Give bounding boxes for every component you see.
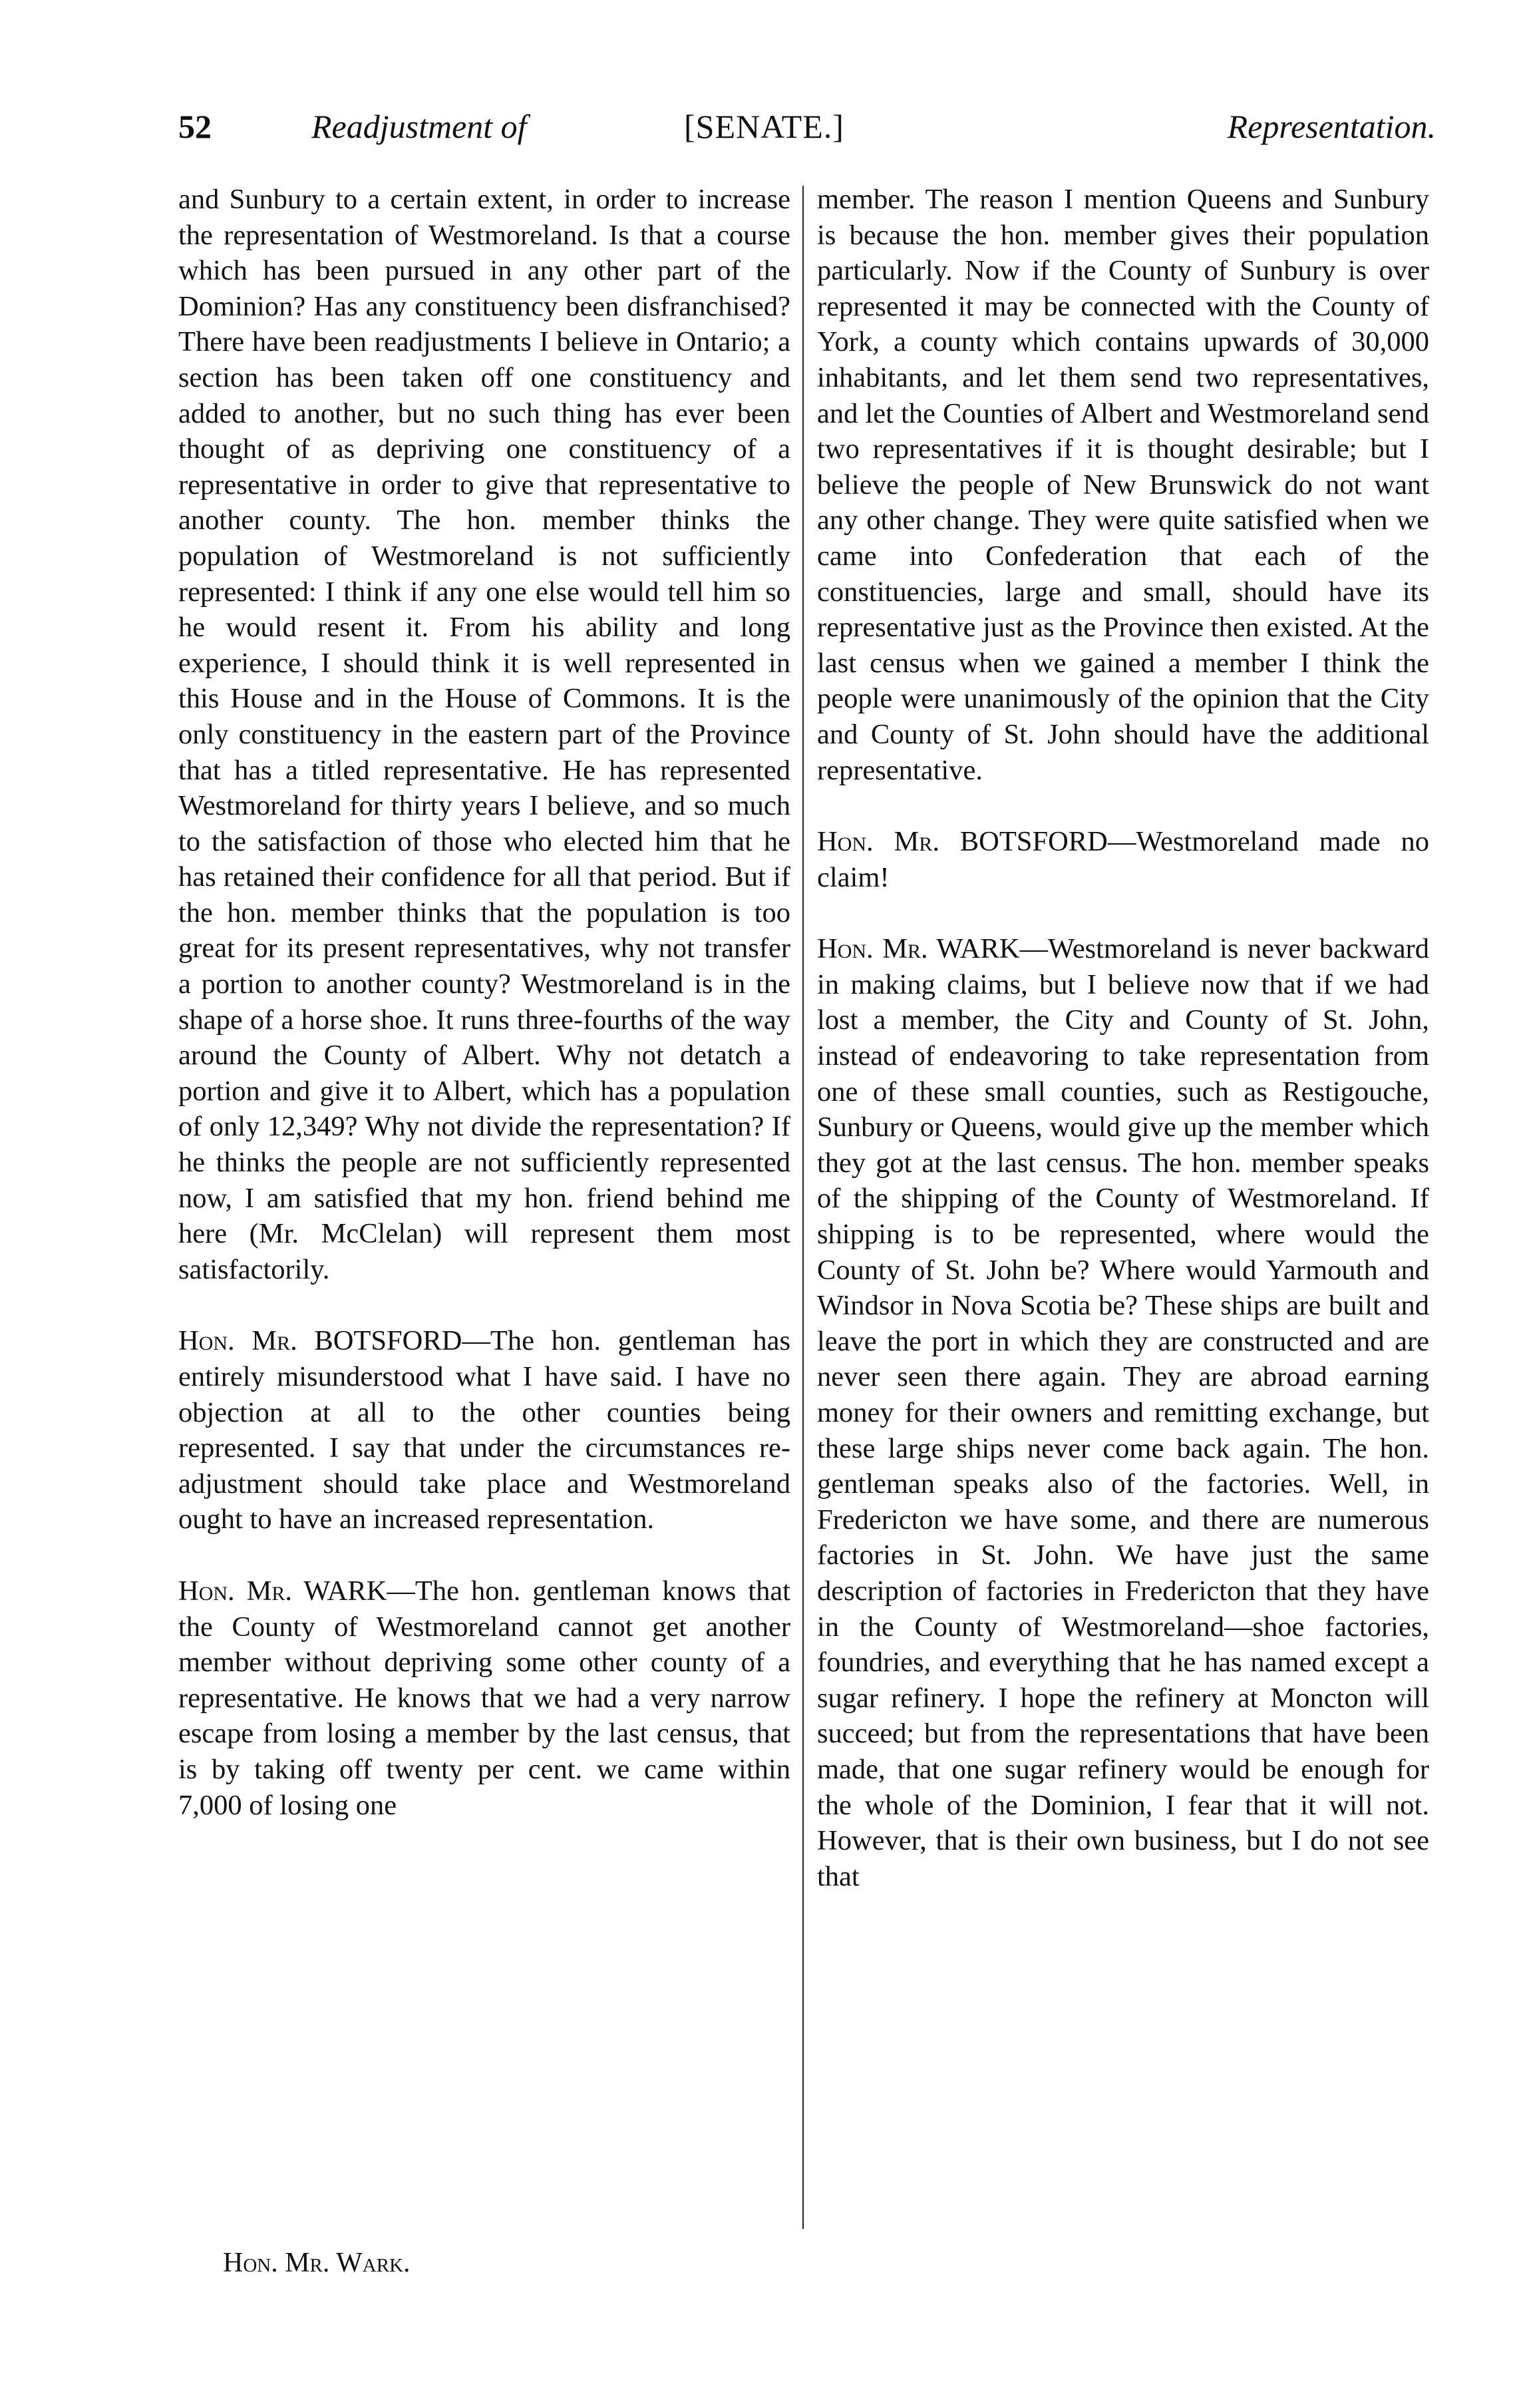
- paragraph-text: —The hon. gentleman knows that the County of Westmoreland cannot get another member without depriving some other county of a representative. He knows that we had a very narrow escape from losing a member by the last census, that is by taking off twenty per cent. we came within 7,000 of losing one: [178, 1575, 790, 1821]
- paragraph-text: —The hon. gentleman has entirely misunderstood what I have said. I have no objection at all to the other counties being represented. I say that under the circumstances readjustment should take place and Westmoreland ought to have an increased representation.: [178, 1325, 790, 1535]
- column-divider: [802, 186, 804, 2229]
- paragraph-text: member. The reason I mention Queens and Sunbury is because the hon. member gives their population particularly. Now if the County of Sunbury is over represented it may be connected with the County of York, a county which contains upwards of 30,000 inhabitants, and let them send two representatives, and let the Counties of Albert and Westmoreland send two representatives if it is thought desirable; but I believe the people of New Brunswick do not want any other change. They were quite satisfied when we came into Confederation that each of the constituencies, large and small, should have its representative just as the Province then existed. At the last census when we gained a member I think the people were unanimously of the opinion that the City and County of St. John should have the additional representative.: [817, 184, 1429, 786]
- chamber-label: [SENATE.]: [684, 108, 844, 145]
- speaker-name: Hon. Mr. WARK: [817, 933, 1020, 965]
- page-number: 52: [178, 108, 212, 145]
- speaker-name: Hon. Mr. WARK: [178, 1575, 387, 1607]
- speaker-name: Hon. Mr. BOTSFORD: [817, 826, 1108, 858]
- paragraph-text: and Sunbury to a certain extent, in order to increase the representation of Westmoreland. Is that a course which has been pursued in any other part of the Dominion? Has any constituency been disfranchised? There have been readjustments I believe in Ontario; a section has been taken off one constituency and added to another, but no such thing has ever been thought of as depriving one constituency of a representative in order to give that representative to another county. The hon. member thinks the population of Westmoreland is not sufficiently represented: I think if any one else would tell him so he would resent it. From his ability and long experience, I should think it is well represented in this House and in the House of Commons. It is the only constituency in the eastern part of the Province that has a titled representative. He has represented Westmoreland for thirty years I believe, and so much to the satisfaction of those who elected him that he has retained their confidence for all that period. But if the hon. member thinks that the population is too great for its present representatives, why not transfer a portion to another county? Westmoreland is in the shape of a horse shoe. It runs three-fourths of the way around the County of Albert. Why not detatch a portion and give it to Albert, which has a population of only 12,349? Why not divide the representation? If he thinks the people are not sufficiently represented now, I am satisfied that my hon. friend behind me here (Mr. McClelan) will represent them most satisfactorily.: [178, 184, 790, 1285]
- paragraph: [178, 1573, 790, 1823]
- left-column: [178, 182, 790, 2232]
- paragraph: [178, 1323, 790, 1537]
- text-columns: [178, 182, 1436, 2232]
- speaker-name: Hon. Mr. BOTSFORD: [178, 1325, 462, 1357]
- running-title-left: Readjustment of: [311, 108, 527, 145]
- paragraph-text: —Westmoreland made no claim!: [817, 826, 1429, 893]
- paragraph: [817, 824, 1429, 895]
- paragraph-text: —Westmoreland is never backward in making claims, but I believe now that if we had lost a member, the City and County of St. John, instead of endeavoring to take representation from one of these small counties, such as Restigouche, Sunbury or Queens, would give up the member which they got at the last census. The hon. member speaks of the shipping of the County of Westmoreland. If shipping is to be represented, where would the County of St. John be? Where would Yarmouth and Windsor in Nova Scotia be? These ships are built and leave the port in which they are constructed and are never seen there again. They are abroad earning money for their owners and remitting exchange, but these large ships never come back again. The hon. gentleman speaks also of the factories. Well, in Fredericton we have some, and there are numerous factories in St. John. We have just the same description of factories in Fredericton that they have in the County of Westmoreland—shoe factories, foundries, and everything that he has named except a sugar refinery. I hope the refinery at Moncton will succeed; but from the representations that have been made, that one sugar refinery would be enough for the whole of the Dominion, I fear that it will not. However, that is their own business, but I do not see that: [817, 933, 1429, 1892]
- paragraph: [178, 182, 790, 1287]
- running-header: [178, 100, 1436, 153]
- running-title-right: Representation.: [1227, 108, 1436, 145]
- paragraph: [817, 182, 1429, 788]
- paragraph: [817, 931, 1429, 1894]
- right-column: [817, 182, 1429, 2232]
- catchword: Hon. Mr. Wark.: [223, 2248, 411, 2278]
